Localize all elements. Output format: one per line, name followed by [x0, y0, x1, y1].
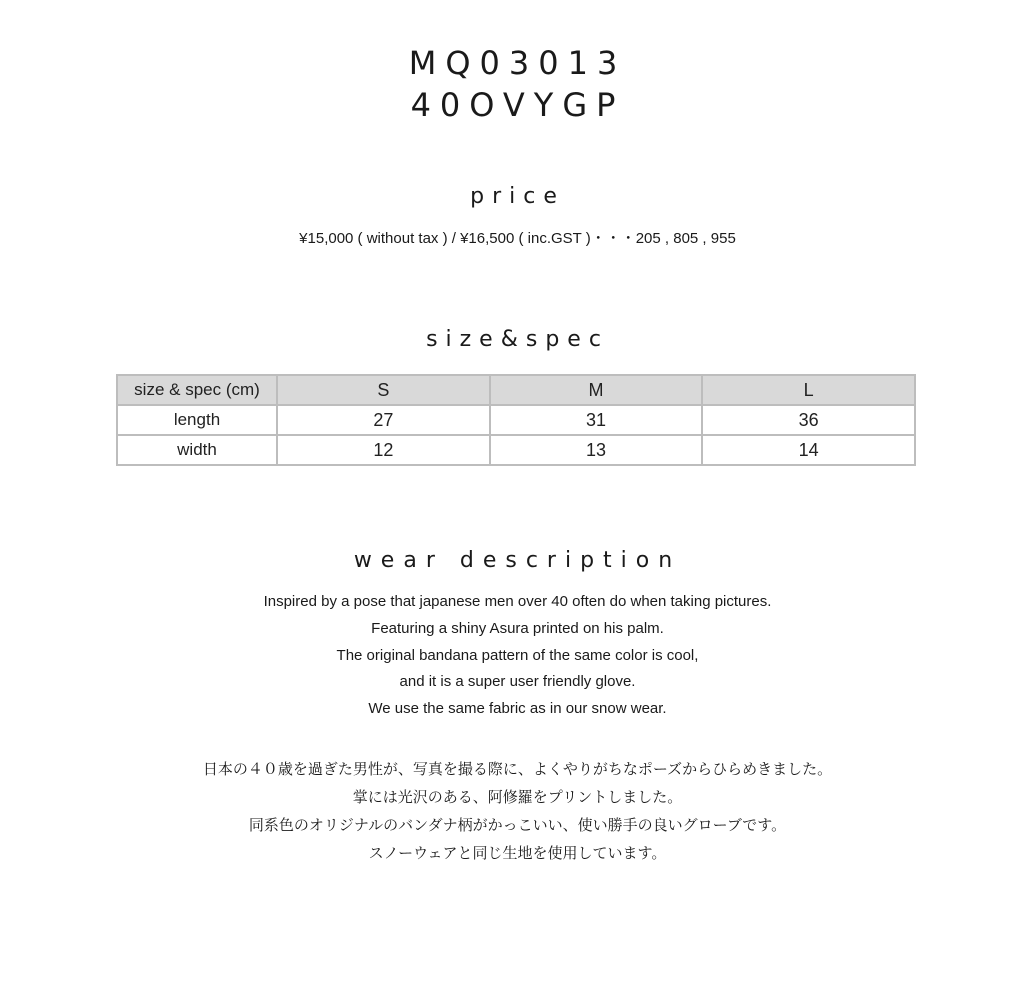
table-row-label: length: [117, 405, 277, 435]
description-line: 同系色のオリジナルのバンダナ柄がかっこいい、使い勝手の良いグローブです。: [248, 816, 787, 834]
table-row: [117, 435, 915, 465]
table-cell: 14: [702, 435, 915, 465]
table-header-cell: size & spec (cm): [117, 375, 277, 405]
description-english: [0, 589, 1035, 723]
description-line: and it is a super user friendly glove.: [399, 673, 636, 691]
description-line: Inspired by a pose that japanese men over 40 often do when taking pictures.: [263, 593, 772, 610]
description-line: スノーウェアと同じ生地を使用しています。: [368, 844, 667, 862]
table-cell: 36: [702, 405, 915, 435]
table-row-label: width: [117, 435, 277, 465]
description-japanese: [0, 755, 1035, 867]
description-line: We use the same fabric as in our snow wear.: [368, 700, 667, 718]
table-header-cell: M: [490, 375, 703, 405]
product-color-code: 40OVYGP: [410, 86, 625, 124]
size-spec-heading: size&spec: [426, 327, 609, 352]
description-line: 掌には光沢のある、阿修羅をプリントしました。: [352, 788, 683, 806]
table-cell: 31: [490, 405, 703, 435]
table-cell: 13: [490, 435, 703, 465]
table-header-row: [117, 375, 915, 405]
product-code: MQ03013: [408, 44, 627, 82]
size-spec-table: [116, 374, 916, 466]
table-header-cell: L: [702, 375, 915, 405]
wear-description-heading: wear description: [353, 548, 682, 573]
description-line: 日本の４０歳を過ぎた男性が、写真を撮る際に、よくやりがちなポーズからひらめきました。: [202, 760, 833, 778]
table-row: [117, 405, 915, 435]
price-text: ¥15,000 ( without tax ) / ¥16,500 ( inc.GST )・・・205 , 805 , 955: [299, 230, 736, 247]
table-cell: 12: [277, 435, 490, 465]
description-line: The original bandana pattern of the same color is cool,: [336, 646, 699, 664]
table-cell: 27: [277, 405, 490, 435]
description-line: Featuring a shiny Asura printed on his palm.: [371, 619, 664, 637]
price-heading: price: [470, 184, 565, 209]
table-header-cell: S: [277, 375, 490, 405]
